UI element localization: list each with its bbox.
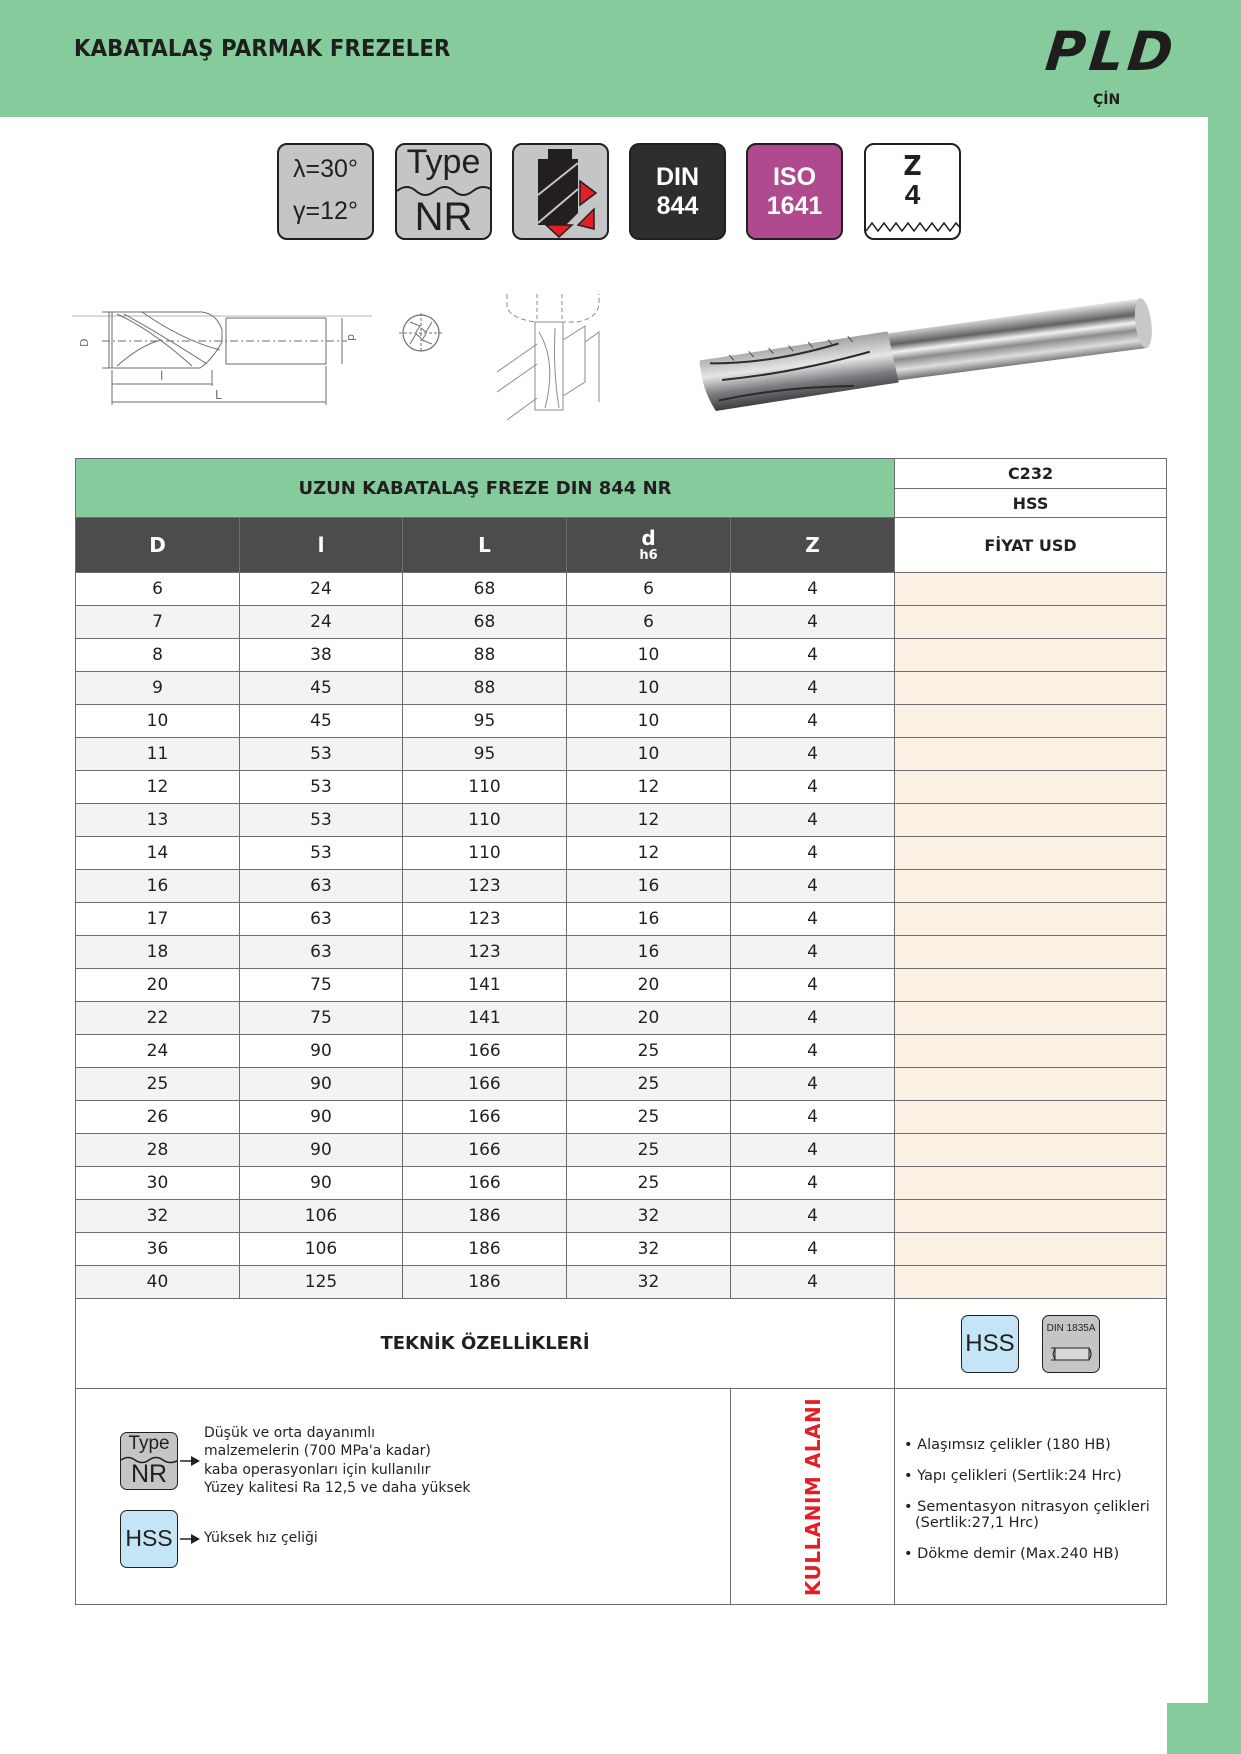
cell-L: 141 (403, 969, 567, 1002)
cell-l: 90 (240, 1068, 403, 1101)
cell-price (895, 1134, 1167, 1167)
cell-price (895, 738, 1167, 771)
spec-table (75, 458, 1167, 1605)
cell-D: 12 (76, 771, 240, 804)
table-row (76, 738, 1167, 771)
application-sketch-drawing (497, 292, 607, 422)
cell-D: 36 (76, 1233, 240, 1266)
table-row (76, 1233, 1167, 1266)
cell-L: 166 (403, 1167, 567, 1200)
end-mill-cutting-directions-icon (514, 145, 609, 240)
cell-d: 20 (567, 1002, 731, 1035)
col-header-price: FİYAT USD (895, 518, 1167, 573)
cell-L: 166 (403, 1068, 567, 1101)
legend-type-nr (120, 1424, 471, 1498)
cell-price (895, 1068, 1167, 1101)
cell-Z: 4 (731, 672, 895, 705)
cell-D: 9 (76, 672, 240, 705)
cell-d: 25 (567, 1035, 731, 1068)
overall-length-label: L (215, 388, 222, 402)
cell-price (895, 870, 1167, 903)
page-title: KABATALAŞ PARMAK FREZELER (74, 36, 451, 62)
cell-D: 16 (76, 870, 240, 903)
cell-price (895, 1101, 1167, 1134)
table-row (76, 1167, 1167, 1200)
col-header-L: L (403, 518, 567, 573)
cell-Z: 4 (731, 1101, 895, 1134)
cell-L: 95 (403, 705, 567, 738)
cell-L: 186 (403, 1200, 567, 1233)
serrated-edge-icon (866, 217, 961, 237)
cell-Z: 4 (731, 1167, 895, 1200)
type-nr-legend-icon: Type NR (120, 1432, 178, 1490)
flute-count: 4 (904, 179, 921, 210)
end-view-drawing (396, 310, 446, 360)
table-row (76, 870, 1167, 903)
cell-d: 32 (567, 1200, 731, 1233)
cell-D: 18 (76, 936, 240, 969)
helix-angle-text: λ=30° (293, 155, 358, 183)
cell-D: 11 (76, 738, 240, 771)
cell-price (895, 606, 1167, 639)
cell-D: 22 (76, 1002, 240, 1035)
product-photo (690, 285, 1160, 415)
cell-l: 75 (240, 969, 403, 1002)
cell-Z: 4 (731, 705, 895, 738)
brand-logo: PLD (1042, 20, 1181, 83)
cutting-geometry-badge (512, 143, 609, 240)
cell-l: 53 (240, 837, 403, 870)
din-label: DIN (655, 163, 700, 191)
column-header-row (76, 518, 1167, 573)
cell-Z: 4 (731, 1134, 895, 1167)
cell-Z: 4 (731, 1002, 895, 1035)
cell-d: 10 (567, 705, 731, 738)
cell-d: 6 (567, 606, 731, 639)
usage-item: • Dökme demir (Max.240 HB) (904, 1545, 1120, 1562)
material-code: HSS (895, 489, 1167, 518)
table-row (76, 969, 1167, 1002)
table-row (76, 705, 1167, 738)
type-nr-description: Düşük ve orta dayanımlı malzemelerin (700 MPa'a kadar) kaba operasyonları için kullanılır Yüzey kalitesi Ra 12,5 ve daha yüksek (204, 1424, 471, 1496)
cell-l: 53 (240, 804, 403, 837)
din-1835a-shank-icon: DIN 1835A (1042, 1315, 1100, 1373)
cell-l: 45 (240, 672, 403, 705)
cell-Z: 4 (731, 1266, 895, 1299)
cell-l: 90 (240, 1035, 403, 1068)
table-row (76, 672, 1167, 705)
col-header-d: d h6 (567, 518, 731, 573)
cell-price (895, 1200, 1167, 1233)
cell-l: 63 (240, 870, 403, 903)
cell-D: 8 (76, 639, 240, 672)
table-row (76, 1035, 1167, 1068)
cell-d: 12 (567, 771, 731, 804)
cell-D: 40 (76, 1266, 240, 1299)
cell-L: 110 (403, 804, 567, 837)
cell-D: 20 (76, 969, 240, 1002)
hss-legend-icon: HSS (120, 1510, 178, 1568)
table-row (76, 771, 1167, 804)
cell-l: 125 (240, 1266, 403, 1299)
din-number: 844 (656, 192, 699, 220)
right-edge-strip (1208, 0, 1241, 1754)
cell-d: 25 (567, 1167, 731, 1200)
cell-price (895, 804, 1167, 837)
table-row (76, 606, 1167, 639)
cell-Z: 4 (731, 1068, 895, 1101)
cell-d: 20 (567, 969, 731, 1002)
cell-price (895, 1233, 1167, 1266)
cell-d: 6 (567, 573, 731, 606)
cell-l: 24 (240, 606, 403, 639)
cell-d: 12 (567, 804, 731, 837)
table-row (76, 936, 1167, 969)
brand-origin: ÇİN (1093, 92, 1121, 108)
cell-d: 10 (567, 738, 731, 771)
cell-price (895, 672, 1167, 705)
cell-D: 26 (76, 1101, 240, 1134)
hss-description: Yüksek hız çeliği (204, 1530, 318, 1547)
legend-hss (120, 1510, 318, 1568)
cell-l: 63 (240, 936, 403, 969)
usage-list-cell (895, 1389, 1167, 1605)
iso-number: 1641 (766, 192, 823, 220)
cell-D: 7 (76, 606, 240, 639)
usage-area-label: KULLANIM ALANI (800, 1397, 825, 1596)
cell-Z: 4 (731, 837, 895, 870)
cell-l: 90 (240, 1134, 403, 1167)
cell-d: 25 (567, 1134, 731, 1167)
table-row (76, 1101, 1167, 1134)
cell-D: 17 (76, 903, 240, 936)
iso-label: ISO (772, 163, 817, 191)
type-nr-badge (395, 143, 492, 240)
table-row (76, 837, 1167, 870)
technical-specs-title: TEKNİK ÖZELLİKLERİ (76, 1299, 895, 1389)
type-value: NR (414, 195, 473, 239)
col-header-l: l (240, 518, 403, 573)
table-row (76, 1266, 1167, 1299)
cell-l: 63 (240, 903, 403, 936)
cell-price (895, 903, 1167, 936)
cell-Z: 4 (731, 606, 895, 639)
cell-d: 16 (567, 870, 731, 903)
cell-d: 16 (567, 903, 731, 936)
flute-label: Z (903, 149, 922, 182)
usage-item: • Alaşımsız çelikler (180 HB) (904, 1436, 1111, 1453)
cell-D: 6 (76, 573, 240, 606)
rake-angle-text: γ=12° (293, 197, 358, 225)
cell-L: 123 (403, 870, 567, 903)
cell-L: 186 (403, 1233, 567, 1266)
cell-Z: 4 (731, 1233, 895, 1266)
cell-l: 90 (240, 1101, 403, 1134)
cell-price (895, 705, 1167, 738)
iso-1641-badge (746, 143, 843, 240)
cell-Z: 4 (731, 639, 895, 672)
side-view-drawing (72, 300, 372, 410)
cell-price (895, 1266, 1167, 1299)
usage-item: • Sementasyon nitrasyon çelikleri (Sertlik:27,1 Hrc) (904, 1498, 1150, 1531)
cell-D: 24 (76, 1035, 240, 1068)
cell-d: 12 (567, 837, 731, 870)
flute-count-badge (864, 143, 961, 240)
table-row (76, 1134, 1167, 1167)
cell-D: 32 (76, 1200, 240, 1233)
technical-icons-cell (895, 1299, 1167, 1389)
cell-l: 38 (240, 639, 403, 672)
cell-price (895, 639, 1167, 672)
cell-L: 141 (403, 1002, 567, 1035)
arrow-right-icon (180, 1533, 200, 1545)
cell-Z: 4 (731, 903, 895, 936)
cell-l: 53 (240, 771, 403, 804)
cell-l: 45 (240, 705, 403, 738)
cell-L: 166 (403, 1035, 567, 1068)
diameter-D-label: D (78, 338, 91, 347)
cell-Z: 4 (731, 573, 895, 606)
cell-L: 186 (403, 1266, 567, 1299)
cell-d: 25 (567, 1068, 731, 1101)
table-row (76, 804, 1167, 837)
cell-price (895, 1002, 1167, 1035)
table-row (76, 1068, 1167, 1101)
page-corner-tab (1167, 1703, 1241, 1754)
cell-D: 30 (76, 1167, 240, 1200)
hss-material-icon: HSS (961, 1315, 1019, 1373)
cell-D: 25 (76, 1068, 240, 1101)
din-844-badge (629, 143, 726, 240)
usage-list (895, 1417, 1166, 1562)
col-header-Z: Z (731, 518, 895, 573)
cell-L: 166 (403, 1134, 567, 1167)
cell-Z: 4 (731, 936, 895, 969)
cell-price (895, 837, 1167, 870)
col-header-D: D (76, 518, 240, 573)
cell-L: 166 (403, 1101, 567, 1134)
legend-cell (76, 1389, 731, 1605)
table-row (76, 639, 1167, 672)
cell-l: 53 (240, 738, 403, 771)
cell-L: 68 (403, 606, 567, 639)
cell-l: 106 (240, 1200, 403, 1233)
cell-price (895, 1167, 1167, 1200)
cell-price (895, 1035, 1167, 1068)
cell-D: 10 (76, 705, 240, 738)
flute-length-label: l (160, 369, 164, 383)
cell-L: 95 (403, 738, 567, 771)
shank-d-label: d (345, 334, 358, 341)
cell-L: 123 (403, 936, 567, 969)
cell-Z: 4 (731, 804, 895, 837)
cell-Z: 4 (731, 1200, 895, 1233)
cell-L: 110 (403, 837, 567, 870)
cell-price (895, 771, 1167, 804)
cell-d: 16 (567, 936, 731, 969)
cell-Z: 4 (731, 738, 895, 771)
cell-d: 32 (567, 1266, 731, 1299)
cell-l: 90 (240, 1167, 403, 1200)
cell-d: 10 (567, 639, 731, 672)
cell-price (895, 969, 1167, 1002)
cell-D: 13 (76, 804, 240, 837)
cell-Z: 4 (731, 1035, 895, 1068)
cell-D: 14 (76, 837, 240, 870)
cell-l: 75 (240, 1002, 403, 1035)
table-title: UZUN KABATALAŞ FREZE DIN 844 NR (76, 459, 895, 518)
cell-L: 68 (403, 573, 567, 606)
cell-L: 88 (403, 639, 567, 672)
table-row (76, 1200, 1167, 1233)
cell-D: 28 (76, 1134, 240, 1167)
cell-L: 110 (403, 771, 567, 804)
cell-Z: 4 (731, 771, 895, 804)
usage-item: • Yapı çelikleri (Sertlik:24 Hrc) (904, 1467, 1122, 1484)
cell-price (895, 936, 1167, 969)
cell-d: 10 (567, 672, 731, 705)
cell-L: 88 (403, 672, 567, 705)
cell-Z: 4 (731, 870, 895, 903)
cell-d: 32 (567, 1233, 731, 1266)
usage-area-label-cell (731, 1389, 895, 1605)
cell-price (895, 573, 1167, 606)
cell-l: 106 (240, 1233, 403, 1266)
cylindrical-shank-icon (1047, 1344, 1097, 1364)
helix-rake-angle-badge (277, 143, 374, 240)
cell-L: 123 (403, 903, 567, 936)
cell-Z: 4 (731, 969, 895, 1002)
cell-l: 24 (240, 573, 403, 606)
table-row (76, 1002, 1167, 1035)
table-row (76, 903, 1167, 936)
product-code: C232 (895, 459, 1167, 489)
type-label: Type (406, 143, 481, 181)
cell-d: 25 (567, 1101, 731, 1134)
table-row (76, 573, 1167, 606)
arrow-right-icon (180, 1455, 200, 1467)
